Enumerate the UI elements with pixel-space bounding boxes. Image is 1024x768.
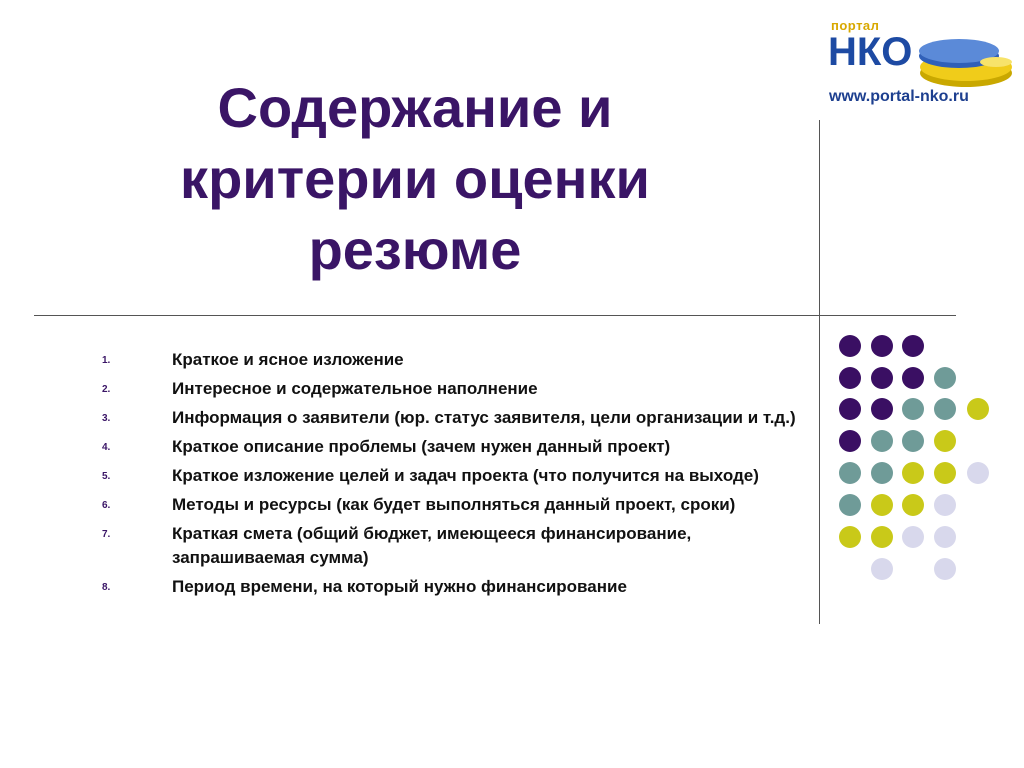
list-item (100, 435, 800, 459)
decorative-dot (871, 398, 893, 420)
decorative-dot (967, 462, 989, 484)
decorative-dot (871, 558, 893, 580)
list-item-text: Период времени, на который нужно финансирование (172, 577, 627, 596)
decorative-dot (934, 462, 956, 484)
list-item-number: 3. (102, 413, 111, 424)
list-item-text: Краткое и ясное изложение (172, 350, 404, 369)
logo-url: www.portal-nko.ru (829, 88, 969, 105)
list-item-number: 4. (102, 442, 111, 453)
list-item-number: 7. (102, 529, 111, 540)
decorative-dot (934, 558, 956, 580)
vertical-divider (819, 120, 820, 624)
slide-title (95, 72, 735, 285)
list-item-text: Краткое изложение целей и задач проекта (что получится на выходе) (172, 466, 759, 485)
list-item (100, 377, 800, 401)
list-item (100, 348, 800, 372)
list-item-number: 1. (102, 355, 111, 366)
list-item (100, 464, 800, 488)
decorative-dot (934, 526, 956, 548)
criteria-list (100, 348, 800, 604)
list-item-text: Краткая смета (общий бюджет, имеющееся финансирование, запрашиваемая сумма) (172, 524, 692, 567)
title-line-3: резюме (308, 218, 522, 281)
list-item-text: Краткое описание проблемы (зачем нужен данный проект) (172, 437, 671, 456)
decorative-dot (934, 398, 956, 420)
decorative-dot (902, 430, 924, 452)
decorative-dot (839, 398, 861, 420)
decorative-dot (934, 494, 956, 516)
list-item-text: Методы и ресурсы (как будет выполняться данный проект, сроки) (172, 495, 736, 514)
decorative-dot (839, 367, 861, 389)
decorative-dot (902, 462, 924, 484)
portal-nko-logo (826, 18, 1016, 113)
list-item (100, 522, 800, 570)
decorative-dot (902, 494, 924, 516)
decorative-dot (871, 367, 893, 389)
list-item (100, 575, 800, 599)
list-item-number: 2. (102, 384, 111, 395)
decorative-dot (902, 526, 924, 548)
decorative-dot (967, 398, 989, 420)
logo-nko-text: НКО (828, 30, 913, 74)
list-item-number: 8. (102, 582, 111, 593)
decorative-dot (871, 462, 893, 484)
logo-portal-text: портал (831, 18, 880, 33)
list-item-text: Интересное и содержательное наполнение (172, 379, 538, 398)
decorative-dot (839, 526, 861, 548)
list-item-number: 5. (102, 471, 111, 482)
decorative-dot (902, 335, 924, 357)
decorative-dot (839, 335, 861, 357)
decorative-dot (934, 430, 956, 452)
decorative-dot (839, 462, 861, 484)
decorative-dot (839, 430, 861, 452)
list-item-number: 6. (102, 500, 111, 511)
decorative-dot (839, 494, 861, 516)
decorative-dot (902, 367, 924, 389)
list-item (100, 493, 800, 517)
decorative-dot (871, 430, 893, 452)
decorative-dot (871, 494, 893, 516)
title-line-1: Содержание и (217, 76, 613, 139)
decorative-dot (934, 367, 956, 389)
list-item (100, 406, 800, 430)
title-line-2: критерии оценки (180, 147, 650, 210)
horizontal-divider (34, 315, 956, 316)
decorative-dot (871, 526, 893, 548)
list-item-text: Информация о заявители (юр. статус заявителя, цели организации и т.д.) (172, 408, 796, 427)
decorative-dot (871, 335, 893, 357)
decorative-dot (902, 398, 924, 420)
